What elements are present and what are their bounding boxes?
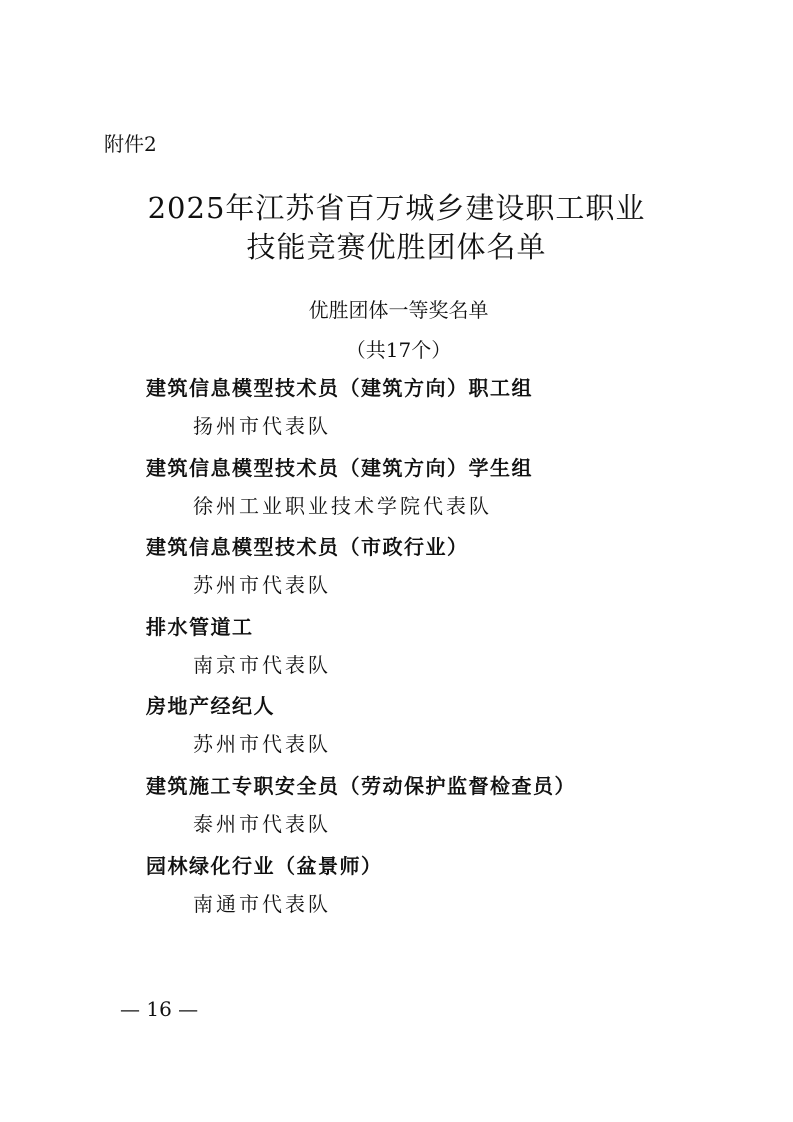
attachment-label: 附件2 (104, 132, 157, 156)
award-entry (146, 375, 766, 455)
section-count: （共17个） (345, 338, 452, 362)
document-title-line-1: 2025年江苏省百万城乡建设职工职业 (147, 191, 646, 225)
award-entry (146, 534, 766, 614)
competition-category: 建筑信息模型技术员（建筑方向）学生组 (146, 455, 533, 480)
competition-category: 建筑施工专职安全员（劳动保护监督检查员） (146, 773, 576, 798)
competition-category: 建筑信息模型技术员（市政行业） (146, 535, 469, 560)
award-entry (146, 693, 766, 773)
award-entry (146, 853, 766, 933)
winning-team: 南通市代表队 (193, 891, 331, 916)
winning-team: 苏州市代表队 (193, 573, 331, 598)
award-entry (146, 455, 766, 535)
award-entry (146, 614, 766, 694)
document-title-line-2: 技能竞赛优胜团体名单 (246, 230, 547, 264)
competition-category: 建筑信息模型技术员（建筑方向）职工组 (146, 376, 533, 400)
competition-category: 园林绿化行业（盆景师） (146, 853, 383, 878)
competition-category: 排水管道工 (146, 614, 254, 639)
section-title: 优胜团体一等奖名单 (308, 298, 489, 322)
winning-team: 徐州工业职业技术学院代表队 (193, 493, 492, 518)
competition-category: 房地产经纪人 (146, 694, 275, 719)
winning-team: 南京市代表队 (193, 652, 331, 677)
award-entry (146, 773, 766, 853)
page-number: — 16 — (120, 997, 199, 1021)
award-list (146, 375, 766, 932)
winning-team: 泰州市代表队 (193, 811, 331, 836)
winning-team: 苏州市代表队 (193, 732, 331, 757)
winning-team: 扬州市代表队 (193, 414, 331, 438)
